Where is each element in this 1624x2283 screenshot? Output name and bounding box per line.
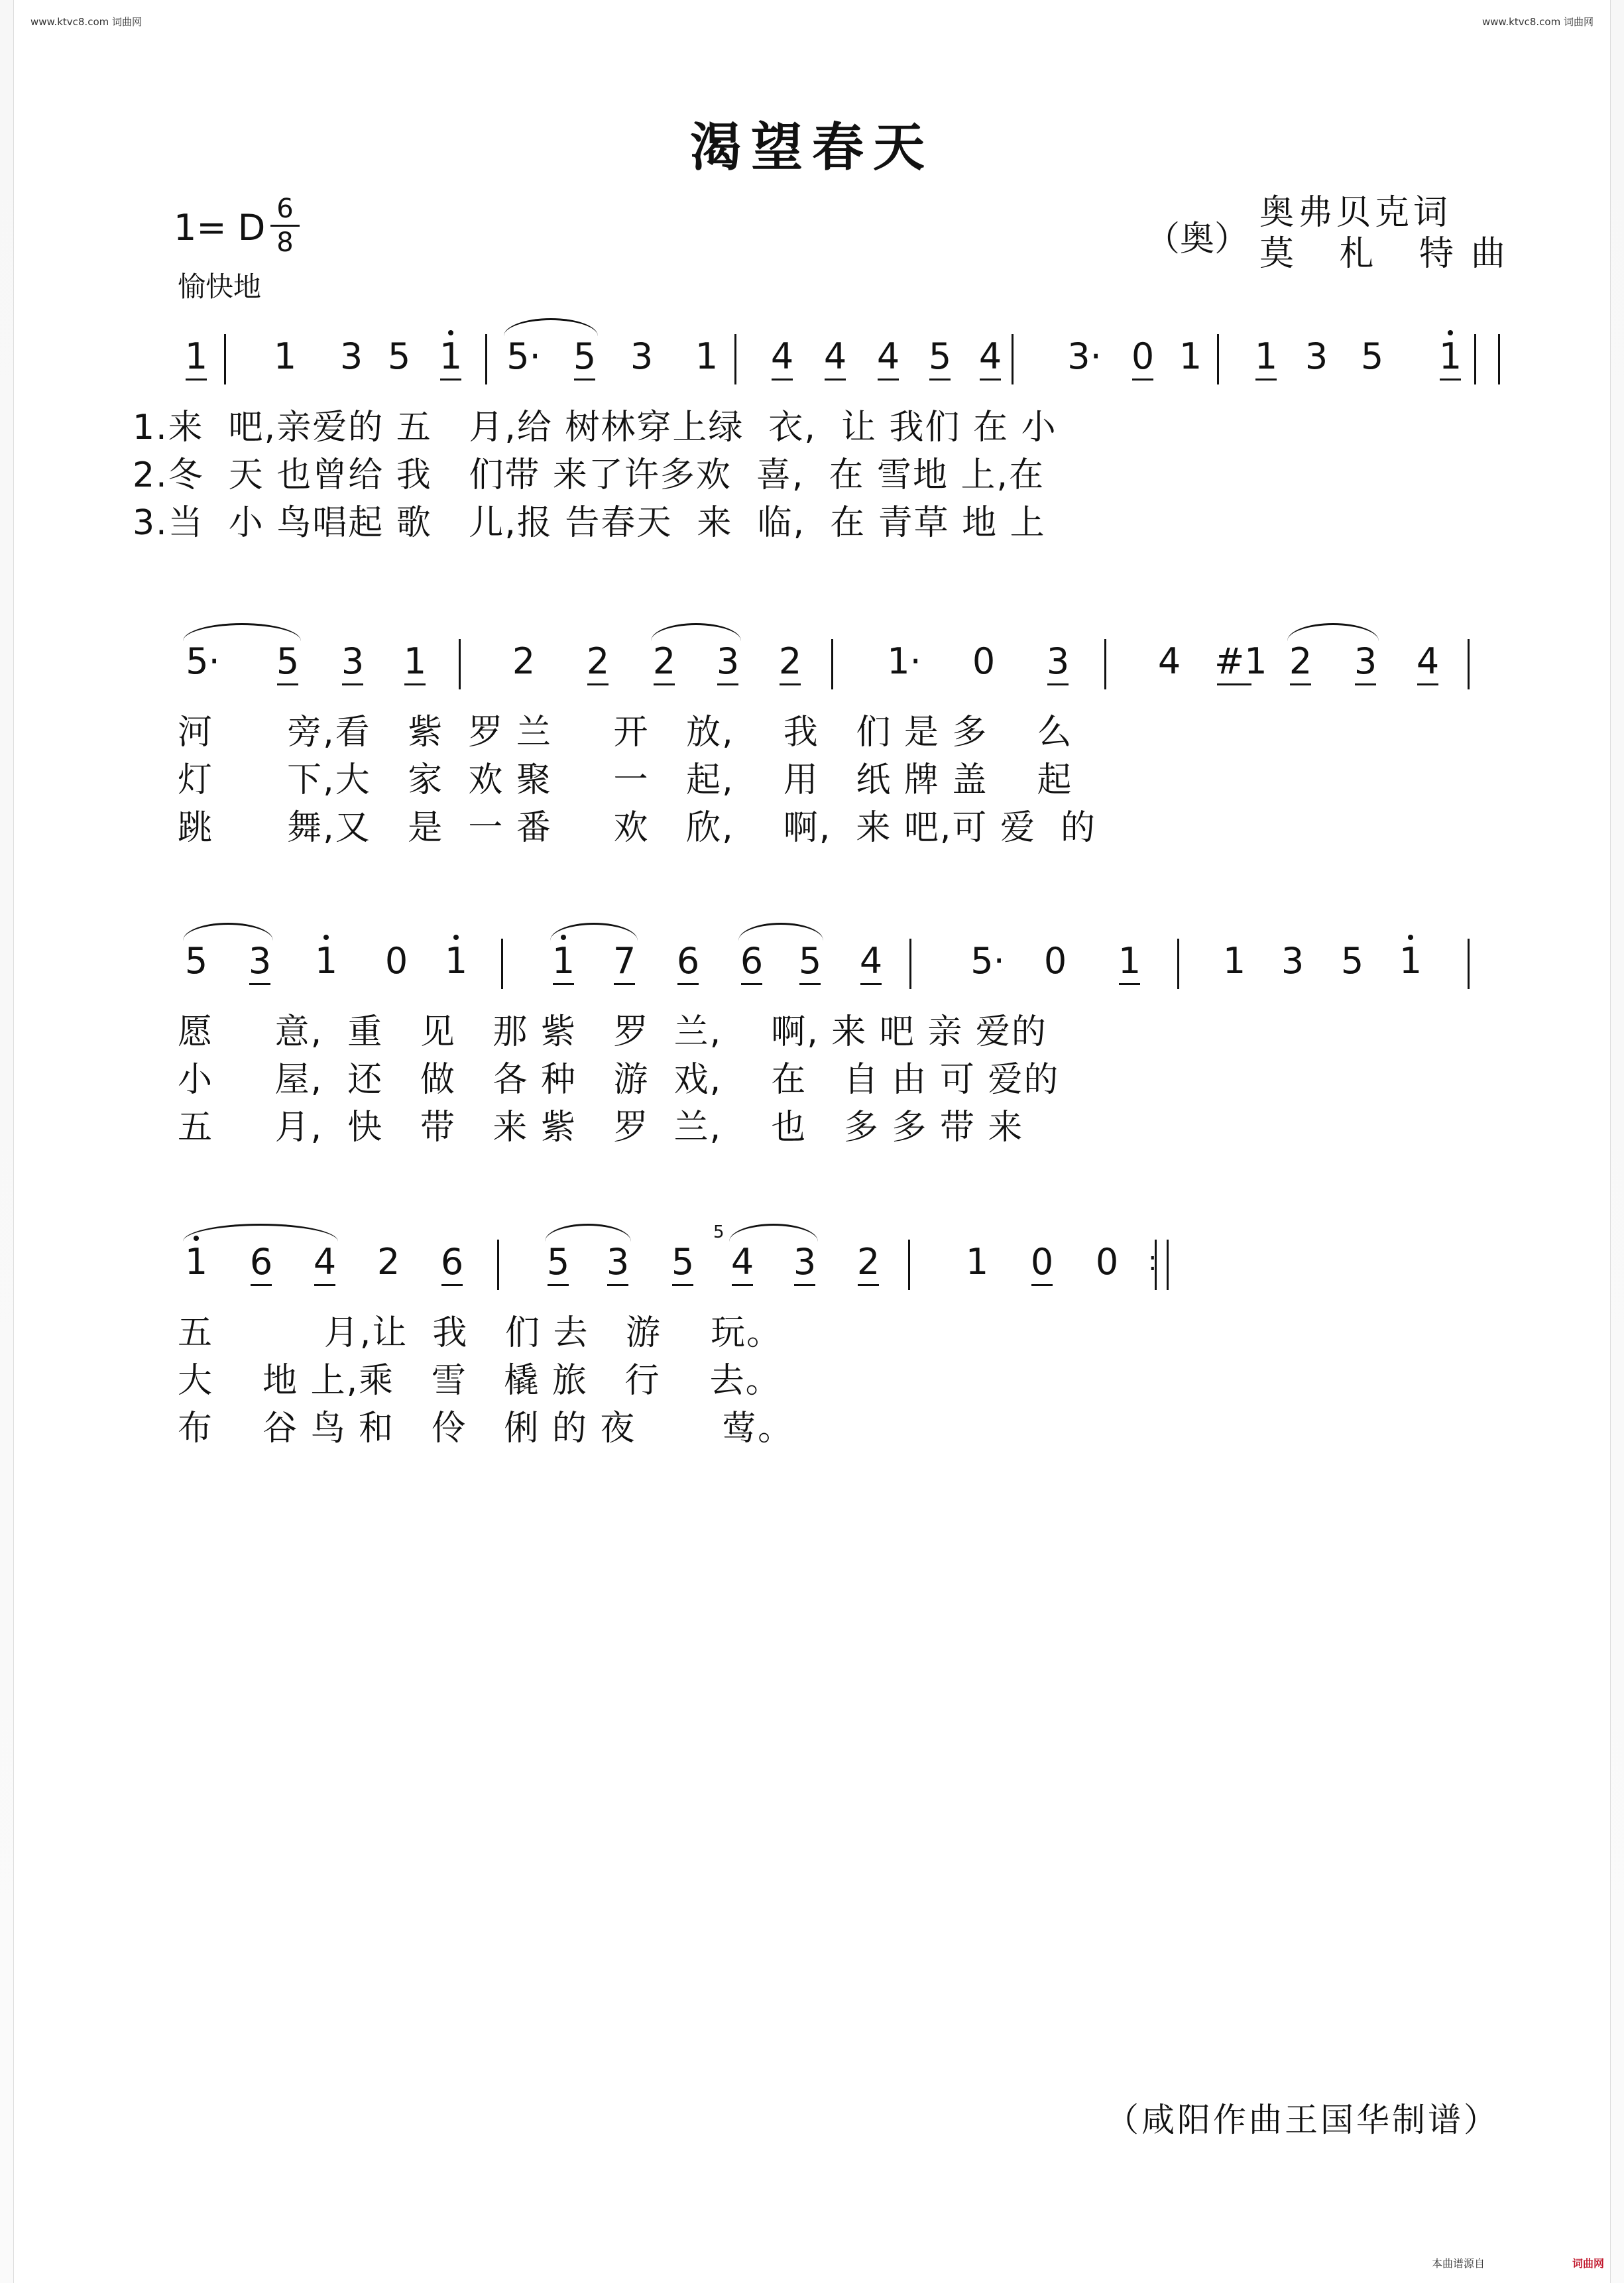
- note: 5: [927, 337, 953, 377]
- beam-underline: [314, 1284, 335, 1286]
- beam-underline: [1132, 379, 1153, 380]
- slur: [550, 923, 638, 941]
- site-watermark-left: www.ktvc8.com 词曲网: [30, 16, 143, 28]
- note: 4: [822, 337, 848, 377]
- note: 3: [1305, 335, 1328, 377]
- note: 1: [273, 335, 297, 377]
- beam-underline: [1440, 379, 1461, 380]
- beam-underline: [440, 379, 461, 380]
- lyric-line: 灯 下,大 家 欢 聚 一 起, 用 纸 牌 盖 起: [178, 760, 1073, 800]
- note: 1: [965, 1241, 989, 1283]
- slur: [183, 1224, 338, 1242]
- beam-underline: [654, 683, 675, 685]
- bar-line: [734, 334, 736, 384]
- note: 5: [387, 335, 411, 377]
- octave-dot: [1408, 935, 1413, 940]
- note: 0: [972, 640, 996, 682]
- note: 2: [377, 1241, 400, 1283]
- note: 1: [183, 1242, 209, 1282]
- time-signature: [270, 194, 300, 258]
- octave-dot: [453, 935, 459, 940]
- beam-underline: [277, 683, 298, 685]
- slur: [729, 1224, 818, 1242]
- bar-line: [459, 639, 461, 689]
- beam-underline: [1355, 683, 1376, 685]
- lyric-line: 3.当 小 鸟唱起 歌 儿,报 告春天 来 临, 在 青草 地 上: [133, 503, 1046, 543]
- beam-underline: [249, 983, 270, 985]
- note: 4: [729, 1242, 756, 1282]
- note: 4: [977, 337, 1004, 377]
- note: 2: [585, 642, 611, 681]
- note: 1·: [887, 640, 921, 682]
- slur: [738, 923, 823, 941]
- lyric-line: 大 地 上,乘 雪 橇 旅 行 去。: [178, 1361, 782, 1401]
- beam-underline: [574, 379, 595, 380]
- note: 5·: [186, 640, 220, 682]
- lyric-line: 五 月, 快 带 来 紫 罗 兰, 也 多 多 带 来: [178, 1108, 1024, 1147]
- note: 1: [313, 941, 339, 981]
- note: 3: [605, 1242, 631, 1282]
- note: 6: [675, 941, 701, 981]
- bar-line: [1468, 639, 1470, 689]
- note: 2: [777, 642, 803, 681]
- note: 2: [855, 1242, 882, 1282]
- right-margin-strip: [1610, 0, 1624, 2283]
- beam-underline: [878, 379, 899, 380]
- note: 0: [1095, 1241, 1119, 1283]
- note: 6: [248, 1242, 274, 1282]
- beam-underline: [1031, 1284, 1053, 1286]
- lyric-line: 五 月,让 我 们 去 游 玩。: [178, 1313, 783, 1353]
- note: 4: [1415, 642, 1441, 681]
- composer-credit: 莫 札 特曲: [1259, 234, 1523, 274]
- lyric-line: 1.来 吧,亲爱的 五 月,给 树林穿上绿 衣, 让 我们 在 小: [133, 408, 1057, 447]
- grace-note: 5: [713, 1222, 725, 1242]
- slur: [183, 923, 273, 941]
- beam-underline: [1047, 683, 1069, 685]
- beam-underline: [717, 683, 738, 685]
- note: 3: [247, 941, 273, 981]
- beam-underline: [741, 983, 762, 985]
- note: 3: [1281, 940, 1305, 982]
- bar-line: [497, 1240, 499, 1290]
- tempo-marking: 愉快地: [178, 270, 262, 303]
- bar-line: [224, 334, 226, 384]
- note: 1: [1397, 941, 1424, 981]
- note: 5·: [970, 940, 1005, 982]
- beam-underline: [980, 379, 1001, 380]
- bar-line: [1474, 334, 1476, 384]
- note: 4: [858, 941, 884, 981]
- beam-underline: [1255, 379, 1277, 380]
- note: 3: [1352, 642, 1379, 681]
- beam-underline: [772, 379, 793, 380]
- octave-dot: [448, 330, 453, 335]
- beam-underline: [548, 1284, 569, 1286]
- note: 5: [184, 940, 208, 982]
- bar-line: [908, 1240, 910, 1290]
- note: 4: [769, 337, 795, 377]
- bar-line: [1217, 334, 1219, 384]
- note: 3: [339, 335, 363, 377]
- beam-underline: [251, 1284, 272, 1286]
- beam-underline: [614, 983, 635, 985]
- beam-underline: [553, 983, 574, 985]
- note: 1: [1437, 337, 1464, 377]
- note: 1: [402, 642, 428, 681]
- note: 1: [437, 337, 464, 377]
- note: 5: [1360, 335, 1384, 377]
- beam-underline: [1290, 683, 1311, 685]
- beam-underline: [1217, 683, 1251, 685]
- bar-line: [1104, 639, 1106, 689]
- beam-underline: [799, 983, 821, 985]
- note: 1: [695, 335, 719, 377]
- repeat-dots: :: [1148, 1246, 1157, 1277]
- note: 2: [512, 640, 536, 682]
- source-note: 本曲谱源自: [1432, 2257, 1485, 2270]
- beam-underline: [607, 1284, 628, 1286]
- source-brand: 词曲网: [1572, 2257, 1605, 2270]
- bar-line: [1177, 939, 1179, 989]
- bar-line: [485, 334, 487, 384]
- note: 5: [274, 642, 301, 681]
- bar-line: [1012, 334, 1014, 384]
- note: 1: [1253, 337, 1279, 377]
- beam-underline: [441, 1284, 463, 1286]
- note: 4: [875, 337, 901, 377]
- note: 1: [1222, 940, 1246, 982]
- octave-dot: [323, 935, 329, 940]
- lyric-line: 布 谷 鸟 和 伶 俐 的 夜 莺。: [178, 1409, 794, 1448]
- note: 6: [439, 1242, 465, 1282]
- note: 3: [1045, 642, 1071, 681]
- note: 0: [1043, 940, 1067, 982]
- meter-bottom: 8: [276, 227, 294, 258]
- note: 1: [1179, 335, 1202, 377]
- site-watermark-right: www.ktvc8.com 词曲网: [1481, 16, 1594, 28]
- bar-line: [501, 939, 503, 989]
- note: 5: [545, 1242, 571, 1282]
- lyric-line: 2.冬 天 也曾给 我 们带 来了许多欢 喜, 在 雪地 上,在: [133, 455, 1045, 495]
- beam-underline: [780, 683, 801, 685]
- lyric-line: 河 旁,看 紫 罗 兰 开 放, 我 们 是 多 么: [178, 713, 1073, 752]
- slur: [183, 623, 301, 641]
- bar-line: [909, 939, 911, 989]
- note: 1: [1116, 941, 1143, 981]
- note: 3·: [1067, 335, 1102, 377]
- bar-line: [1498, 334, 1500, 384]
- slur: [651, 623, 741, 641]
- beam-underline: [860, 983, 882, 985]
- note: 5: [669, 1242, 696, 1282]
- lyric-line: 跳 舞,又 是 一 番 欢 欣, 啊, 来 吧,可 爱 的: [178, 808, 1096, 848]
- beam-underline: [672, 1284, 693, 1286]
- note: 0: [1029, 1242, 1055, 1282]
- note: 4: [312, 1242, 338, 1282]
- bar-line: [1167, 1240, 1169, 1290]
- slur: [545, 1224, 631, 1242]
- lyric-line: 小 屋, 还 做 各 种 游 戏, 在 自 由 可 爱的: [178, 1060, 1060, 1100]
- beam-underline: [342, 683, 363, 685]
- beam-underline: [929, 379, 951, 380]
- note: 1: [550, 941, 577, 981]
- slur: [1287, 623, 1379, 641]
- beam-underline: [858, 1284, 879, 1286]
- beam-underline: [677, 983, 699, 985]
- note: 7: [611, 941, 638, 981]
- transcriber-credit: （咸阳作曲王国华制谱）: [1106, 2101, 1499, 2139]
- meter-divider: [270, 225, 300, 227]
- note: 5: [1340, 940, 1364, 982]
- song-title: 渴望春天: [689, 117, 934, 178]
- lyricist-credit: 奥弗贝克词: [1259, 193, 1452, 233]
- beam-underline: [404, 683, 426, 685]
- note: 6: [738, 941, 765, 981]
- bar-line: [831, 639, 833, 689]
- note: 3: [715, 642, 741, 681]
- note: 5: [797, 941, 823, 981]
- note: 3: [630, 335, 654, 377]
- note: 3: [339, 642, 366, 681]
- note: 5: [571, 337, 598, 377]
- meter-top: 6: [276, 194, 294, 224]
- beam-underline: [794, 1284, 815, 1286]
- note: 3: [791, 1242, 818, 1282]
- note: 0: [1130, 337, 1156, 377]
- beam-underline: [587, 683, 609, 685]
- left-margin-strip: [0, 0, 14, 2283]
- note: 4: [1157, 640, 1181, 682]
- beam-underline: [1417, 683, 1438, 685]
- note: 2: [651, 642, 677, 681]
- note: #1: [1214, 642, 1254, 681]
- note: 5·: [506, 335, 541, 377]
- note: 0: [384, 940, 408, 982]
- beam-underline: [1119, 983, 1140, 985]
- lyric-line: 愿 意, 重 见 那 紫 罗 兰, 啊, 来 吧 亲 爱的: [178, 1012, 1047, 1052]
- beam-underline: [186, 379, 207, 380]
- beam-underline: [732, 1284, 753, 1286]
- slur: [504, 318, 598, 336]
- octave-dot: [1448, 330, 1453, 335]
- key-signature: 1= D: [174, 207, 266, 249]
- note: 1: [183, 337, 209, 377]
- note: 1: [443, 941, 469, 981]
- beam-underline: [825, 379, 846, 380]
- country-origin: （奥）: [1145, 219, 1249, 259]
- note: 2: [1287, 642, 1314, 681]
- bar-line: [1468, 939, 1470, 989]
